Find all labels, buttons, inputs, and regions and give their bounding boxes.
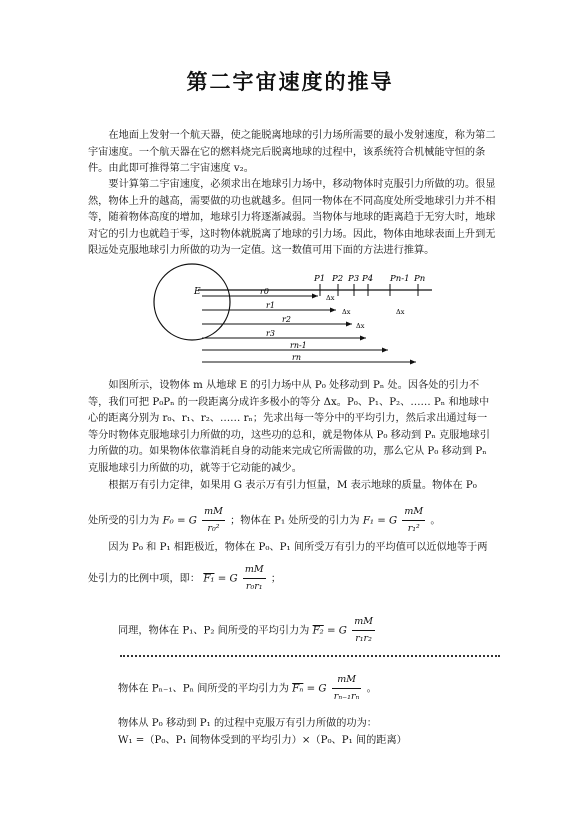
point-label-p4: P4: [362, 274, 374, 284]
dx-label-4: Δx: [396, 308, 405, 316]
avg-f2-numerator: mM: [352, 614, 375, 631]
f1-denominator: r₁²: [407, 523, 420, 534]
point-label-pn-1: Pn-1: [390, 274, 410, 284]
f1-middle-text: ；物体在 P₁ 处所受的引力为: [230, 515, 360, 527]
paragraph-diagram-explanation: 如图所示，设物体 m 从地球 E 的引力场中从 P₀ 处移动到 Pₙ 处。因各处的引力不等，我们可把 P₀Pₙ 的一段距离分成许多极小的等分 Δx。P₀、P₁、P₂、…… Pₙ 和地球中心的距离分别为 r₀、r₁、r₂、…… rₙ；先求出每一等分中的平均引力，然后求出通过每一等分时物体克服地球引力所做的功，这些功的总和，就是物体从 P₀ 移动到 Pₙ 克服地球引力所做的功。如果物体依靠消耗自身的动能来完成它所需做的功，那么它从 P₀ 移动到 Pₙ 克服地球引力所做的功，就等于它动能的减少。: [88, 380, 490, 474]
avg-f1-prefix: 处引力的比例中项，即：: [88, 573, 201, 585]
point-label-p1: P1: [314, 274, 326, 284]
earth-label: E: [194, 287, 201, 297]
avg-f2-eq: = G: [327, 625, 347, 637]
avg-f1-numerator: mM: [243, 562, 266, 579]
radius-label-r2: r2: [282, 315, 291, 324]
dx-label-2: Δx: [342, 308, 351, 316]
paragraph-definition: 在地面上发射一个航天器，使之能脱离地球的引力场所需要的最小发射速度，称为第二宇宙速度。一个航天器在它的燃料烧完后脱离地球的过程中，该系统符合机械能守恒的条件。由此即可推得第二宇宙速度 v₂。: [88, 130, 496, 174]
f0-denominator: r₀²: [207, 523, 220, 534]
ellipsis-divider: [120, 655, 500, 657]
f0-prefix: 处所受的引力为: [88, 515, 160, 527]
formula-line-avg-f2: [118, 614, 538, 647]
earth-gravity-diagram: [150, 262, 440, 372]
radius-label-rn: rn: [292, 353, 301, 362]
f1-end-mark: 。: [430, 515, 441, 527]
avg-fn-end: 。: [366, 683, 377, 695]
avg-fn-eq: = G: [306, 683, 327, 695]
page-title: 第二宇宙速度的推导: [186, 70, 394, 94]
point-label-p3: P3: [348, 274, 360, 284]
formula-work-w1: W₁ =（P₀、P₁ 间物体受到的平均引力）×（P₀、P₁ 间的距离）: [118, 735, 407, 746]
f1-fraction: [402, 504, 425, 537]
radius-label-r1: r1: [266, 301, 275, 310]
f1-lhs: F₁ = G: [362, 515, 398, 527]
avg-f2-fraction: [352, 614, 375, 647]
avg-f2-lhs: F₂: [312, 625, 324, 637]
point-label-p2: P2: [332, 274, 344, 284]
radius-label-r3: r3: [266, 329, 275, 338]
avg-f1-fraction: [243, 562, 266, 595]
f0-fraction: [202, 504, 225, 537]
avg-fn-denominator: rₙ₋₁rₙ: [333, 691, 360, 702]
avg-f1-denominator: r₀r₁: [245, 581, 263, 592]
f0-lhs: F₀ = G: [162, 515, 197, 527]
earth-circle: [154, 264, 230, 340]
avg-f1-eq: = G: [217, 573, 238, 585]
dx-label-3: Δx: [356, 322, 365, 330]
avg-f2-denominator: r₁r₂: [355, 633, 372, 644]
avg-f1-end: ；: [270, 573, 282, 585]
avg-fn-fraction: [332, 672, 362, 705]
formula-line-f0-f1: [88, 504, 508, 537]
avg-f2-prefix: 同理，物体在 P₁、P₂ 间所受的平均引力为: [118, 625, 310, 637]
avg-fn-prefix: 物体在 Pₙ₋₁、Pₙ 间所受的平均引力为: [118, 683, 289, 695]
paragraph-work-explanation: 要计算第二宇宙速度，必须求出在地球引力场中，移动物体时克服引力所做的功。很显然，物体上升的越高，需要做的功也就越多。但同一物体在不同高度处所受地球引力并不相等，随着物体高度的增加，地球引力将逐渐减弱。当物体与地球的距离趋于无穷大时，地球对它的引力也就趋于零，这时物体就脱离了地球的引力场。因此，物体由地球表面上升到无限远处克服地球引力所做的功为一定值。这一数值可用下面的方法进行推算。: [88, 179, 496, 256]
avg-fn-lhs: $\overline{F_n}$: [292, 683, 304, 695]
formula-line-avg-f1: [88, 562, 508, 595]
paragraph-work-p0-p1: 物体从 P₀ 移动到 P₁ 的过程中克服万有引力所做的功为：: [118, 718, 377, 729]
point-label-pn: Pn: [414, 274, 426, 284]
radius-label-rn-1: rn-1: [290, 341, 307, 350]
paragraph-gravitation-law: 根据万有引力定律，如果用 G 表示万有引力恒量，M 表示地球的质量。物体在 P₀: [108, 480, 477, 491]
avg-f1-lhs: F₁: [203, 573, 215, 585]
avg-fn-numerator: mM: [332, 672, 362, 689]
formula-line-avg-fn: [118, 672, 538, 705]
f0-numerator: mM: [202, 504, 225, 521]
f1-numerator: mM: [402, 504, 425, 521]
radius-label-r0: r0: [260, 287, 269, 296]
dx-label-1: Δx: [326, 294, 335, 302]
paragraph-average-force: 因为 P₀ 和 P₁ 相距极近，物体在 P₀、P₁ 间所受万有引力的平均值可以近似地等于两: [108, 542, 488, 553]
